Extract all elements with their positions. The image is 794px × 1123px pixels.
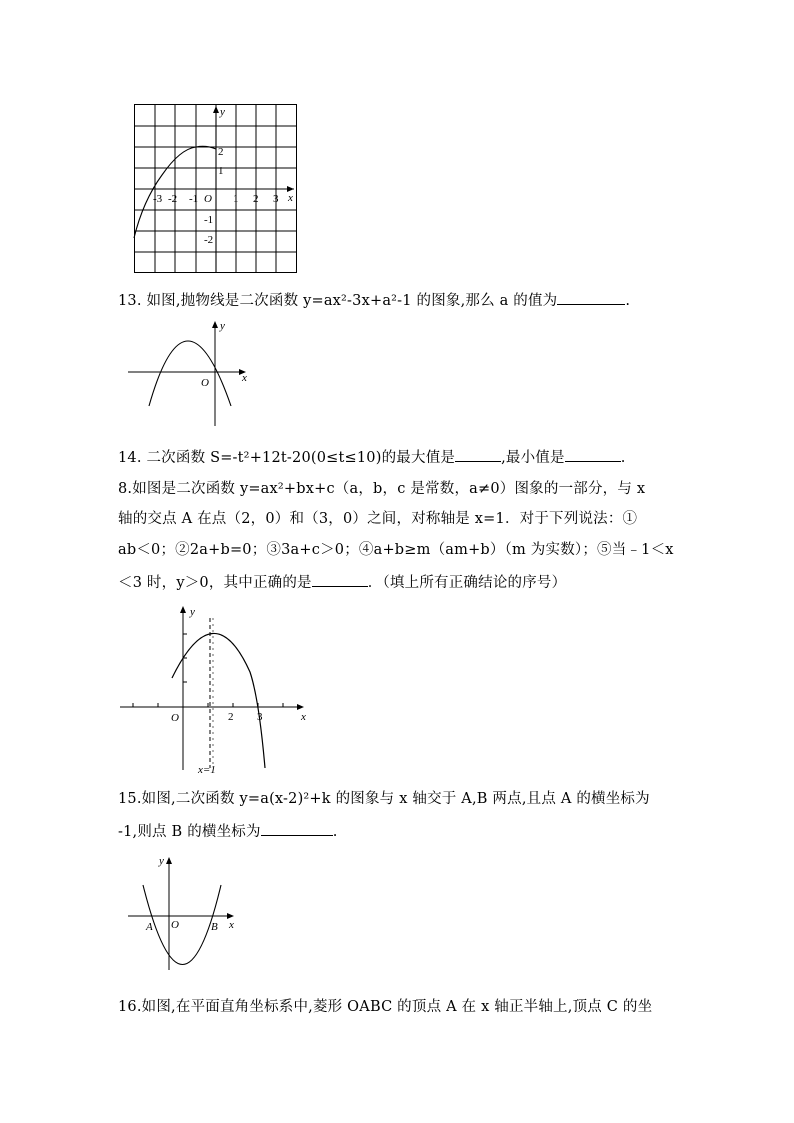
- x-tick-label: -2: [168, 193, 178, 205]
- x-axis-arrow: [297, 704, 304, 710]
- y-axis-arrow: [166, 857, 172, 864]
- problem-15-line-2: -1,则点 B 的横坐标为 .: [118, 821, 338, 841]
- y-axis-arrow: [213, 106, 219, 113]
- problem-8-figure: [120, 600, 316, 778]
- x-tick-label: -3: [153, 193, 163, 205]
- problem-15-figure: [128, 852, 244, 974]
- x-axis-label: x: [242, 372, 247, 384]
- parabola-curve: [143, 885, 221, 965]
- problem-8-line-3: ab＜0；②2a+b=0；③3a+c＞0；④a+b≥m（am+b）（m 为实数）；⑤当﹣1＜x: [118, 542, 674, 558]
- problem-8-line-2: 轴的交点 A 在点（2，0）和（3，0）之间，对称轴是 x=1．对于下列说法：①: [118, 511, 638, 527]
- answer-blank: [312, 572, 368, 587]
- y-axis-label: y: [190, 606, 195, 618]
- problem-16-line-1: 16.如图,在平面直角坐标系中,菱形 OABC 的顶点 A 在 x 轴正半轴上,顶点 C 的坐: [118, 999, 653, 1015]
- problem-13-figure: [128, 318, 254, 426]
- y-tick-label: 2: [218, 146, 224, 158]
- y-axis-label: y: [220, 106, 225, 118]
- x-axis-label: x: [301, 711, 306, 723]
- y-axis-label: y: [220, 320, 225, 332]
- x-tick-label: -1: [189, 193, 199, 205]
- origin-label: O: [204, 193, 212, 205]
- x-tick-label: 2: [253, 193, 259, 205]
- x-tick-label: 1: [233, 193, 239, 205]
- origin-label: O: [201, 377, 209, 389]
- origin-label: O: [171, 919, 179, 931]
- y-axis-arrow: [180, 606, 186, 613]
- x-axis-label: x: [288, 192, 293, 204]
- problem-8-line-1: 8.如图是二次函数 y=ax²+bx+c（a，b，c 是常数，a≠0）图象的一部分，与 x: [118, 481, 646, 497]
- answer-blank: [565, 447, 621, 462]
- problem-8-line-4: ＜3 时，y＞0，其中正确的是 ．（填上所有正确结论的序号）: [118, 572, 566, 592]
- answer-blank: [455, 447, 501, 462]
- point-a-label: A: [146, 921, 153, 933]
- x-axis-label: x: [229, 919, 234, 931]
- symmetry-axis-label: x=1: [198, 764, 216, 776]
- y-tick-label: 1: [218, 165, 224, 177]
- problem-15-line-1: 15.如图,二次函数 y=a(x-2)²+k 的图象与 x 轴交于 A,B 两点,且点 A 的横坐标为: [118, 791, 650, 807]
- x-tick-label: 3: [273, 193, 279, 205]
- y-axis-label: y: [159, 855, 164, 867]
- grid-graph-figure: [134, 104, 298, 276]
- origin-label: O: [171, 712, 179, 724]
- problem-14: 14. 二次函数 S=-t²+12t-20(0≤t≤10)的最大值是 ,最小值是 .: [118, 447, 626, 467]
- y-tick-label: -2: [204, 234, 214, 246]
- y-tick-label: -1: [204, 214, 214, 226]
- parabola-curve: [149, 341, 231, 406]
- point-b-label: B: [211, 921, 218, 933]
- x-tick-label: 2: [228, 711, 234, 723]
- answer-blank: [261, 821, 333, 836]
- x-tick-label: 3: [257, 711, 263, 723]
- y-axis-arrow: [212, 321, 218, 328]
- answer-blank: [557, 290, 625, 305]
- parabola-curve: [172, 633, 265, 768]
- problem-13: 13. 如图,抛物线是二次函数 y=ax²-3x+a²-1 的图象,那么 a 的值为 .: [118, 290, 630, 310]
